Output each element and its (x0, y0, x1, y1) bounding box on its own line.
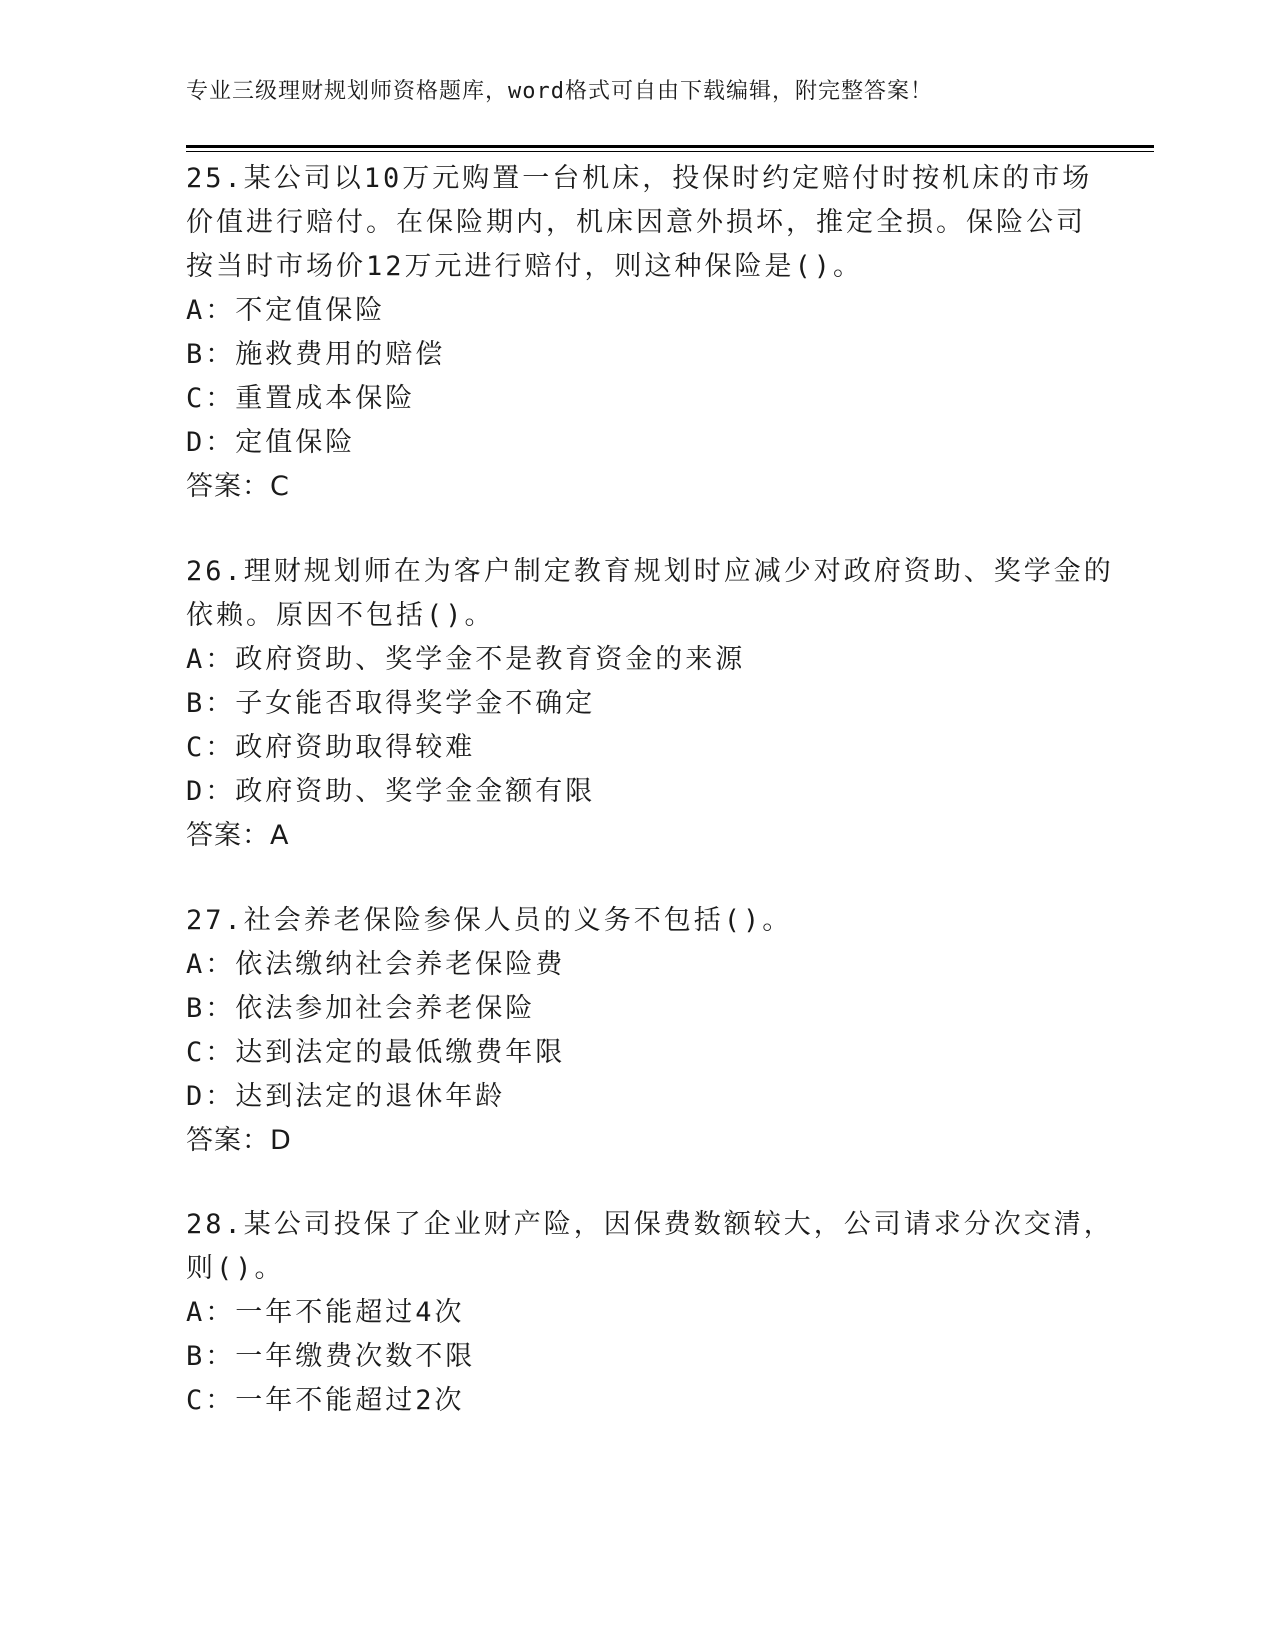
question-stem: 价值进行赔付。在保险期内，机床因意外损坏，推定全损。保险公司 (186, 207, 1086, 238)
page-header: 专业三级理财规划师资格题库，word格式可自由下载编辑，附完整答案！ (186, 79, 933, 104)
answer: 答案：D (186, 1125, 292, 1156)
option-c: C：一年不能超过2次 (186, 1385, 465, 1416)
option-c: C：达到法定的最低缴费年限 (186, 1037, 566, 1068)
option-a: A：一年不能超过4次 (186, 1297, 465, 1328)
option-d: D：达到法定的退休年龄 (186, 1081, 506, 1112)
option-a: A：政府资助、奖学金不是教育资金的来源 (186, 644, 746, 675)
header-rule-thin (186, 151, 1154, 152)
option-d: D：政府资助、奖学金金额有限 (186, 776, 596, 807)
question-stem: 按当时市场价12万元进行赔付，则这种保险是()。 (186, 251, 864, 282)
question-stem: 25.某公司以10万元购置一台机床，投保时约定赔付时按机床的市场 (186, 163, 1093, 194)
question-stem: 26.理财规划师在为客户制定教育规划时应减少对政府资助、奖学金的 (186, 556, 1114, 587)
option-b: B：施救费用的赔偿 (186, 339, 446, 370)
header-rule-thick (186, 145, 1154, 148)
question-stem: 27.社会养老保险参保人员的义务不包括()。 (186, 905, 793, 936)
option-c: C：重置成本保险 (186, 383, 416, 414)
option-a: A：依法缴纳社会养老保险费 (186, 949, 566, 980)
option-d: D：定值保险 (186, 427, 356, 458)
option-b: B：依法参加社会养老保险 (186, 993, 536, 1024)
option-a: A：不定值保险 (186, 295, 386, 326)
option-b: B：一年缴费次数不限 (186, 1341, 476, 1372)
answer: 答案：A (186, 820, 290, 851)
question-stem: 依赖。原因不包括()。 (186, 600, 495, 631)
option-c: C：政府资助取得较难 (186, 732, 476, 763)
question-stem: 28.某公司投保了企业财产险，因保费数额较大，公司请求分次交清， (186, 1209, 1114, 1240)
option-b: B：子女能否取得奖学金不确定 (186, 688, 596, 719)
question-stem: 则()。 (186, 1253, 285, 1284)
answer: 答案：C (186, 471, 290, 502)
